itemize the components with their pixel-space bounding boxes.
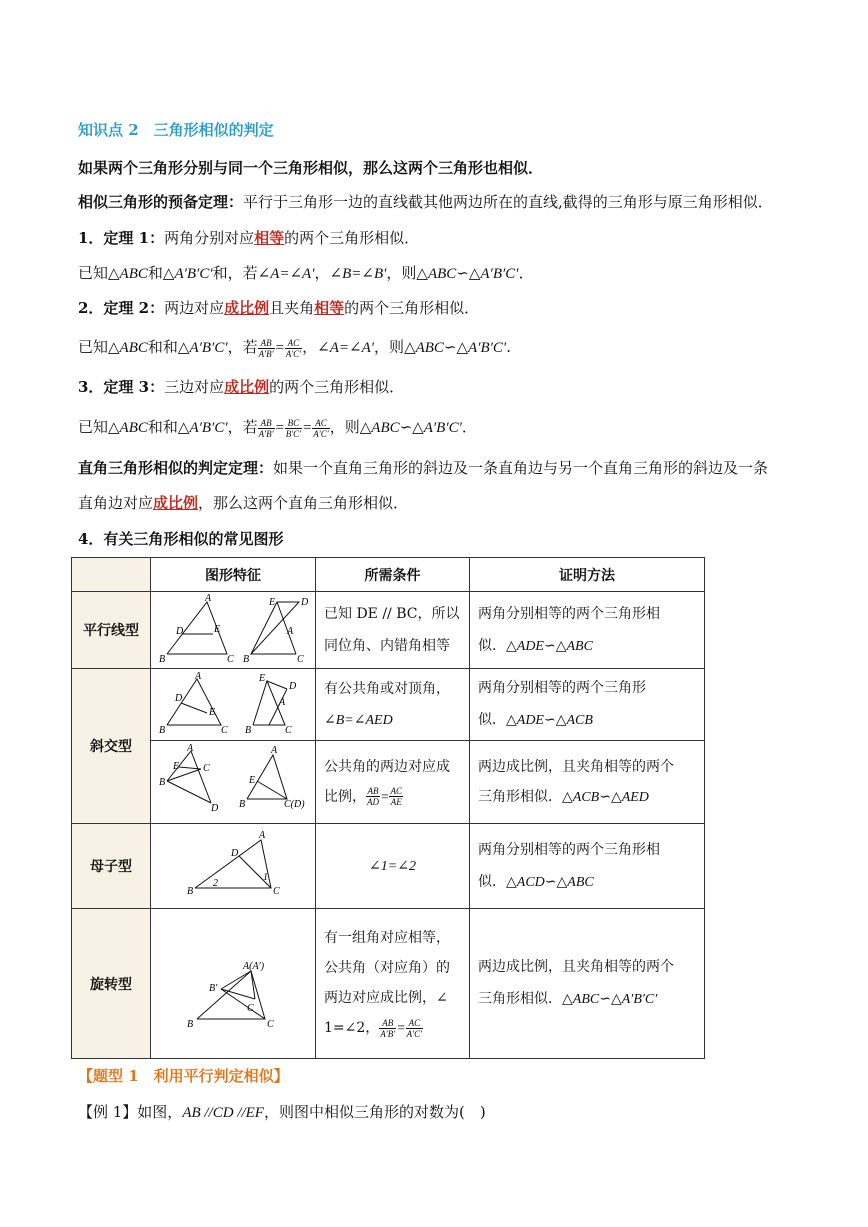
right-triangle-theorem-label: 直角三角形相似的判定定理： (78, 459, 274, 477)
theorem-1: 1．定理 1：两角分别对应相等的两个三角形相似． (78, 229, 420, 247)
svg-text:A: A (271, 745, 278, 756)
fraction: $\frac{AB}{A'B'}$ (258, 337, 274, 359)
figure-rotation (151, 909, 316, 1059)
figure-oblique-2 (151, 741, 316, 824)
theorem-1-keyword: 相等 (254, 229, 285, 247)
svg-text:A(A′): A(A′) (243, 960, 265, 972)
table-row (72, 909, 705, 1059)
row-type-oblique: 斜交型 (72, 669, 151, 824)
svg-text:D: D (211, 803, 219, 814)
table-row (72, 741, 705, 824)
figure-parallel (151, 592, 316, 669)
svg-text:C: C (227, 654, 234, 664)
condition-rotation: 有一组角对应相等， 公共角（对应角）的 两边对应成比例，∠ 1=∠2， $\frac{AB}{A'B'}$ = $\frac{AC}{A'C'}$ (316, 909, 470, 1059)
fraction: $\frac{AB}{A'B'}$ (380, 1017, 396, 1039)
row-type-parallel: 平行线型 (72, 592, 151, 669)
svg-text:B′: B′ (209, 982, 218, 994)
svg-text:B: B (159, 654, 166, 664)
condition-parallel: 已知 DE // BC，所以 同位角、内错角相等 (316, 592, 470, 669)
svg-text:2: 2 (213, 878, 218, 889)
proof-oblique-1: 两角分别相等的两个三角形 似．△ADE∽△ACB (470, 669, 705, 741)
svg-text:B: B (187, 1018, 194, 1030)
svg-text:C: C (221, 724, 228, 735)
proof-oblique-2: 两边成比例，且夹角相等的两个 三角形相似．△ACB∽△AED (470, 741, 705, 824)
rotation-figure (151, 927, 315, 1037)
svg-text:D: D (289, 680, 297, 692)
svg-text:B: B (187, 886, 194, 897)
table-header-condition: 所需条件 (316, 558, 470, 592)
svg-text:B: B (239, 799, 246, 810)
theorem-1-given: 已知△ABC和△A′B′C′和，若∠A=∠A′，∠B=∠B′，则△ABC∽△A′B′C′． (78, 264, 534, 282)
proof-rotation: 两边成比例，且夹角相等的两个 三角形相似．△ABC∽△A′B′C′ (470, 909, 705, 1059)
row-type-mother-child: 母子型 (72, 824, 151, 909)
theorem-2: 2．定理 2：两边对应成比例且夹角相等的两个三角形相似． (78, 299, 480, 317)
section-title: 知识点 2 三角形相似的判定 (78, 121, 274, 139)
svg-text:B: B (243, 654, 250, 664)
svg-text:A: A (259, 830, 266, 841)
svg-text:C(D): C(D) (284, 799, 305, 810)
right-triangle-theorem-cont: 直角边对应成比例，那么这两个直角三角形相似． (78, 494, 409, 512)
svg-text:C: C (273, 886, 280, 897)
table-header-row (72, 558, 705, 592)
table-row (72, 669, 705, 741)
theorem-3: 3．定理 3：三边对应成比例的两个三角形相似． (78, 378, 405, 396)
svg-text:E: E (209, 706, 216, 718)
condition-oblique-1: 有公共角或对顶角， ∠B=∠AED (316, 669, 470, 741)
figure-mother-child (151, 824, 316, 909)
svg-text:C: C (297, 654, 304, 664)
fraction: $\frac{BC}{B'C'}$ (285, 417, 302, 439)
condition-oblique-2: 公共角的两边对应成 比例， $\frac{AB}{AD}$ = $\frac{AC}{AE}$ (316, 741, 470, 824)
table-row (72, 592, 705, 669)
svg-text:D: D (175, 692, 183, 704)
svg-text:C: C (203, 763, 210, 774)
mother-child-figure (151, 824, 315, 904)
svg-text:A: A (187, 743, 194, 754)
svg-text:D: D (301, 597, 309, 608)
prep-theorem-text: 平行于三角形一边的直线截其他两边所在的直线,截得的三角形与原三角形相似． (243, 193, 773, 211)
svg-text:A: A (195, 670, 202, 682)
fraction: $\frac{AC}{A'C'}$ (285, 337, 302, 359)
condition-mother-child: ∠1=∠2 (316, 824, 470, 909)
svg-text:C: C (247, 1002, 254, 1014)
fraction: $\frac{AC}{A'C'}$ (406, 1017, 423, 1039)
question-type-heading: 【题型 1 利用平行判定相似】 (78, 1067, 289, 1085)
oblique-figure-1 (151, 671, 315, 735)
figure-oblique-1 (151, 669, 316, 741)
right-triangle-theorem: 直角三角形相似的判定定理：如果一个直角三角形的斜边及一条直角边与另一个直角三角形的斜边及一条 (78, 459, 769, 477)
theorem-3-number: 3．定理 3： (78, 378, 165, 396)
similarity-figures-table (71, 557, 705, 1059)
svg-text:E: E (249, 775, 256, 786)
svg-text:E: E (259, 672, 266, 684)
svg-text:E: E (214, 624, 221, 635)
row-type-rotation: 旋转型 (72, 909, 151, 1059)
fraction: $\frac{AC}{AE}$ (390, 786, 402, 807)
prep-theorem (78, 192, 773, 212)
theorem-2-keyword-1: 成比例 (224, 299, 270, 317)
svg-text:B: B (245, 724, 252, 735)
table-header-figure: 图形特征 (151, 558, 316, 592)
table-header-corner (72, 558, 151, 592)
prep-theorem-label: 相似三角形的预备定理： (78, 193, 244, 211)
fraction: $\frac{AB}{A'B'}$ (258, 417, 274, 439)
svg-text:E: E (269, 597, 276, 608)
svg-text:A: A (279, 696, 286, 708)
svg-text:B: B (159, 777, 166, 788)
oblique-figure-2 (151, 741, 315, 819)
fraction: $\frac{AC}{A'C'}$ (313, 417, 329, 439)
table-row (72, 824, 705, 909)
right-triangle-keyword: 成比例 (153, 494, 199, 512)
svg-text:1: 1 (263, 872, 268, 883)
svg-text:D: D (231, 848, 239, 859)
svg-text:A: A (205, 593, 212, 604)
svg-text:B: B (159, 724, 166, 735)
table-heading: 4．有关三角形相似的常见图形 (78, 530, 284, 548)
parallel-figure (151, 592, 315, 664)
theorem-3-keyword: 成比例 (224, 378, 270, 396)
theorem-1-number: 1．定理 1： (78, 229, 165, 247)
svg-text:D: D (176, 626, 184, 637)
proof-mother-child: 两角分别相等的两个三角形相 似．△ACD∽△ABC (470, 824, 705, 909)
fraction: $\frac{AB}{AD}$ (367, 786, 379, 807)
theorem-2-given: 已知△ABC和和△A′B′C′，若 $\frac{AB}{A'B'}$ = $\frac{AC}{A'C'}$ ，∠A=∠A′，则△ABC∽△A′B′C′. (78, 337, 511, 359)
proof-parallel: 两角分别相等的两个三角形相 似．△ADE∽△ABC (470, 592, 705, 669)
table-header-proof: 证明方法 (470, 558, 705, 592)
svg-text:E: E (173, 761, 180, 772)
theorem-2-keyword-2: 相等 (314, 299, 345, 317)
svg-text:A: A (287, 626, 294, 637)
theorem-3-given: 已知△ABC和和△A′B′C′，若 $\frac{AB}{A'B'}$ = $\frac{BC}{B'C'}$ = $\frac{AC}{A'C'}$ ，则△ABC∽△A′B′C′． (78, 417, 477, 439)
example-1: 【例 1】如图，AB //CD //EF，则图中相似三角形的对数为( ) (78, 1103, 486, 1121)
svg-text:C: C (285, 724, 292, 735)
svg-text:C: C (267, 1018, 274, 1030)
intro-statement: 如果两个三角形分别与同一个三角形相似，那么这两个三角形也相似． (78, 159, 544, 177)
theorem-2-number: 2．定理 2： (78, 299, 165, 317)
